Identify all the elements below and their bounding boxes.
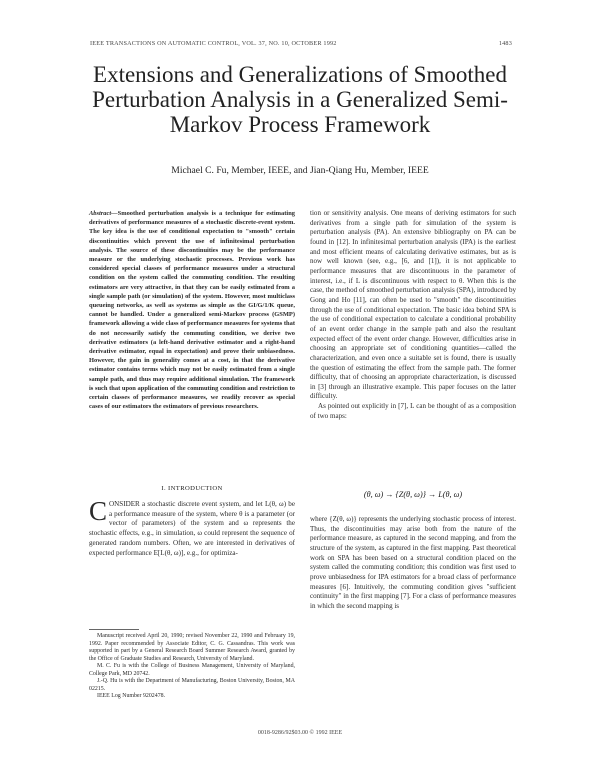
composition-equation: (θ, ω) → {Z(θ, ω)} → L(θ, ω)	[363, 490, 463, 499]
abstract	[89, 209, 295, 411]
journal-line: IEEE TRANSACTIONS ON AUTOMATIC CONTROL, VOL. 37, NO. 10, OCTOBER 1992	[90, 40, 337, 47]
footnote-author-fu: M. C. Fu is with the College of Business Management, University of Maryland, College Park, MD 20742.	[89, 663, 295, 677]
paper-title: Extensions and Generalizations of Smoothed Perturbation Analysis in a Generalized Semi-Markov Process Framework	[92, 62, 508, 137]
running-head	[90, 40, 512, 47]
right-paragraph: As pointed out explicitly in [7], L can be thought of as a composition of two maps:	[310, 402, 516, 420]
section-heading-introduction: I. INTRODUCTION	[161, 485, 223, 492]
introduction-paragraph	[89, 496, 295, 558]
footnotes	[89, 633, 295, 701]
right-column-body	[310, 209, 516, 421]
footnote-log-number: IEEE Log Number 9202478.	[97, 693, 166, 699]
footnote-rule	[89, 629, 139, 630]
copyright-code: 0018-9286/92$03.00 © 1992 IEEE	[257, 730, 343, 736]
page-number: 1483	[498, 40, 512, 47]
right-paragraph: tion or sensitivity analysis. One means of deriving estimators for such derivatives from a single path for simulation of the system is perturbation analysis (PA). An extensive bibliography on PA can be found in [12]. In infinitesimal perturbation analysis (IPA) is the earliest and most efficient means of calculating derivative estimates, but as is now well known (see, e.g., [6, and [1]), it is not applicable to performance measures that are discontinuous in the parameter of interest, i.e., if L is discontinuous with respect to θ. When this is the case, the method of smoothed perturbation analysis (SPA), introduced by Gong and Ho [11], can often be used to "smooth" the discontinuities through the use of conditional expectation. The basic idea behind SPA is the use of conditional expectation to calculate a conditional probability of an event order change in the sample path and also the resultant expected effect of the event order change. However, difficulties arise in choosing an appropriate set of conditioning quantities—called the characterization, and even once a suitable set is found, there is usually the question of estimating the effect from the sample path. The former difficulty, that of choosing an appropriate characterization, is discussed in [3] through an illustrative example. This paper focuses on the latter difficulty.	[310, 209, 516, 401]
introduction-text: ONSIDER a stochastic discrete event system, and let L(θ, ω) be a performance measure of the system, where θ is a parameter (or vector of parameters) of the system and ω represents the stochastic effects, e.g., in simulation, ω could represent the sequence of generated random numbers. Often, we are interested in derivatives of expected performance E[L(θ, ω)], e.g., for optimiza-	[89, 500, 295, 557]
right-column-continuation: where {Z(θ, ω)} represents the underlying stochastic process of interest. Thus, the discontinuities may arise both from the nature of the performance measure, as captured in the second mapping, and from the structure of the system, as captured in the first mapping. Past theoretical work on SPA has been based on a structural condition placed on the system called the commuting condition; this condition was first used to prove unbiasedness for IPA estimators for a broad class of performance measures [6]. Intuitively, the commuting condition gives "sufficient continuity" in the first mapping [7]. For a class of performance measures in which the second mapping is	[310, 515, 516, 610]
abstract-label: Abstract—	[89, 210, 118, 217]
footnote-manuscript: Manuscript received April 20, 1990; revised November 22, 1990 and February 19, 1992. Paper recommended by Associate Editor, C. G. Cassandras. This work was supported in part by a General Research Board Summer Research Award, granted by the Office of Graduate Studies and Research, University of Maryland.	[89, 633, 295, 662]
abstract-text: Smoothed perturbation analysis is a technique for estimating derivatives of performance measures of a stochastic discrete-event system. The key idea is the use of conditional expectation to "smooth" certain discontinuities which prevent the use of infinitesimal perturbation analysis. The source of these discontinuities may be the performance measure or the underlying stochastic processes. Previous work has considered special classes of performance measures under a structural condition on the system called the commuting condition. The resulting estimators are very attractive, in that they can be easily estimated from a single sample path (or simulation) of the system. However, most multiclass queueing networks, as well as systems as simple as the GI/G/1/K queue, cannot be handled. Under a generalized semi-Markov process (GSMP) framework allowing a wide class of performance measures for systems that do not necessarily satisfy the commuting condition, we derive two derivative estimators (a left-hand derivative estimator and a right-hand derivative estimator, equal in expectation) and prove their unbiasedness. However, the gain in generality comes at a cost, in that the derivative estimator contains terms which may not be easily estimated from a single sample path, and thus may require additional simulation. The framework is such that upon application of the commuting condition and restriction to certain classes of performance measures, we readily recover as special cases of our estimators the estimators of previous researchers.	[89, 210, 295, 411]
author-line: Michael C. Fu, Member, IEEE, and Jian-Qiang Hu, Member, IEEE	[171, 165, 429, 176]
footnote-author-hu: J.-Q. Hu is with the Department of Manufacturing, Boston University, Boston, MA 02215.	[89, 678, 295, 692]
drop-cap: C	[89, 496, 108, 526]
